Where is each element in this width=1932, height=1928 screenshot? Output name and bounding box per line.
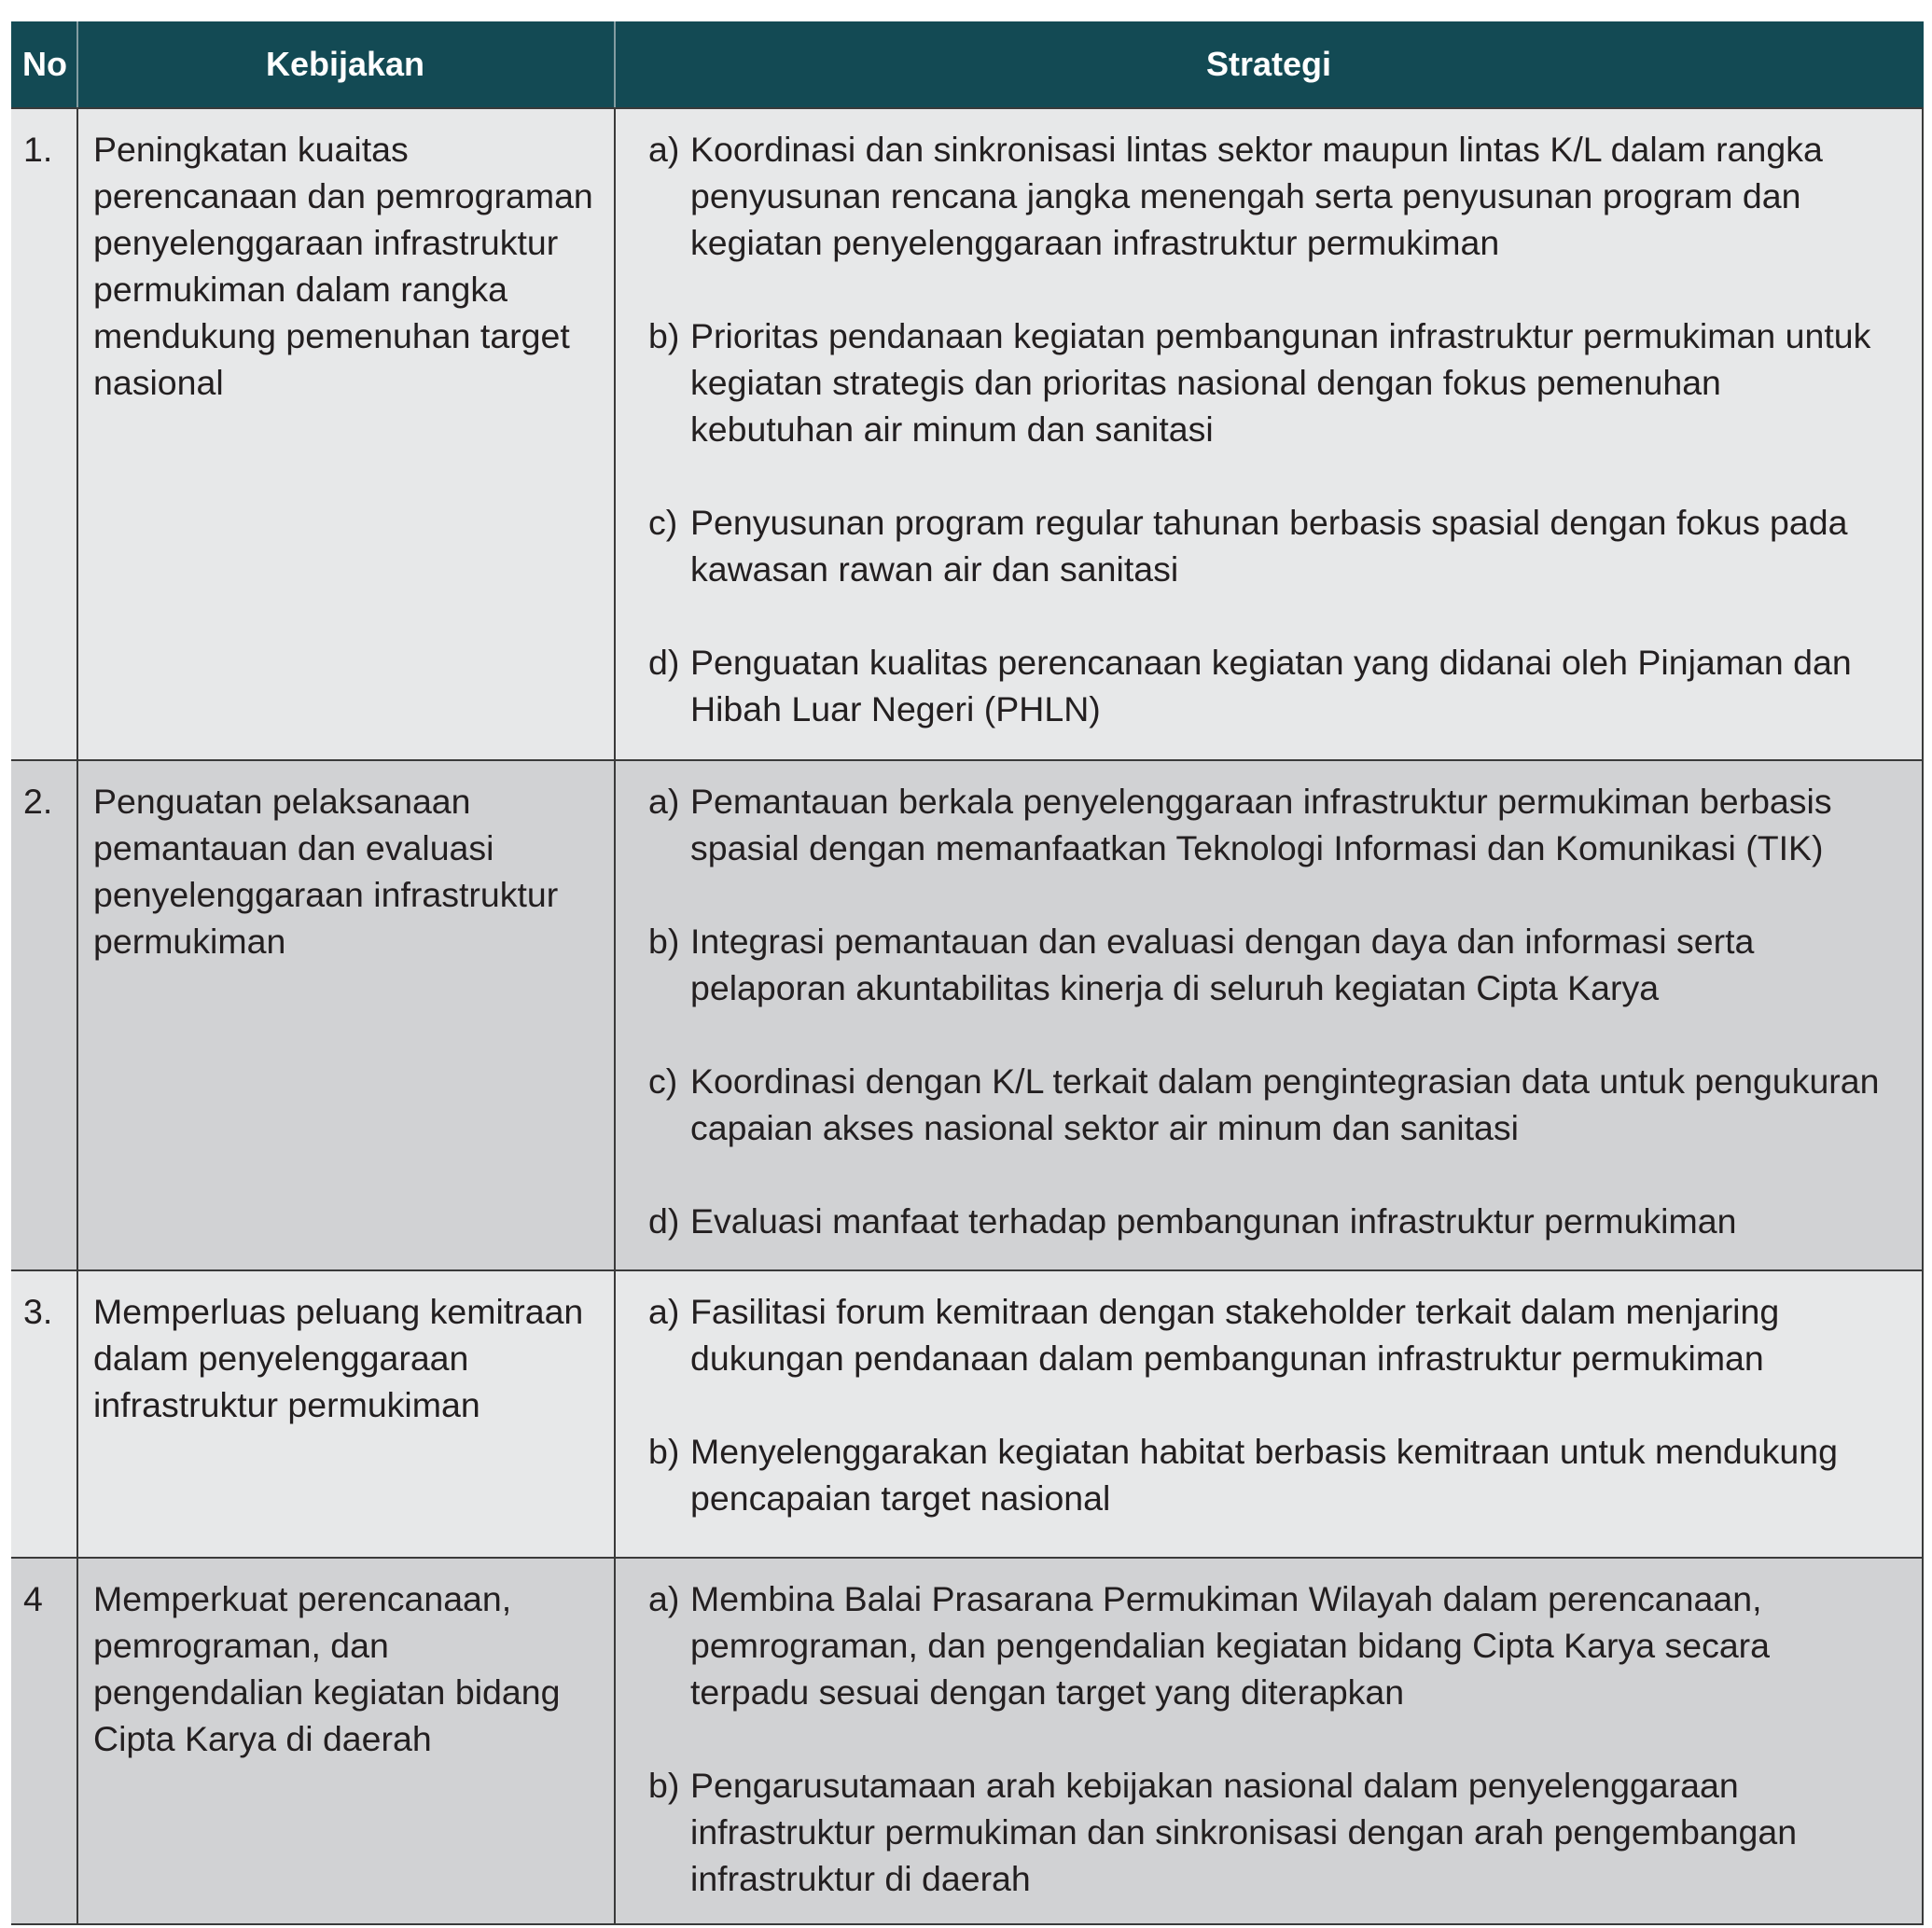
row-number: 1. [23,130,53,169]
row-number: 2. [23,782,53,821]
strategi-item [648,499,1894,592]
strategi-item-text: Membina Balai Prasarana Permukiman Wilayah dalam perencanaan, pemrograman, dan pengendalian kegiatan bidang Cipta Karya secara terpadu sesuai dengan target yang diterapkan [690,1579,1771,1712]
strategi-item [648,639,1894,732]
strategi-item-text: Prioritas pendanaan kegiatan pembangunan infrastruktur permukiman untuk kegiatan strategis dan prioritas nasional dengan fokus pemenuhan kebutuhan air minum dan sanitasi [690,316,1871,449]
strategi-item-label: a) [648,130,680,169]
table-row [11,1557,1924,1925]
strategi-cell [614,1559,1924,1925]
strategi-item-label: a) [648,1292,680,1331]
strategi-cell [614,761,1924,1269]
header-kebijakan: Kebijakan [265,45,425,83]
strategi-item-text: Koordinasi dan sinkronisasi lintas sektor maupun lintas K/L dalam rangka penyusunan rencana jangka menengah serta penyusunan program dan kegiatan penyelenggaraan infrastruktur permukiman [690,130,1823,262]
strategi-item-label: c) [648,1061,678,1101]
strategi-item-label: a) [648,782,680,821]
strategi-item-text: Pengarusutamaan arah kebijakan nasional dalam penyelenggaraan infrastruktur permukiman dan sinkronisasi dengan arah pengembangan infrastruktur di daerah [690,1766,1798,1898]
table-row [11,759,1924,1269]
strategi-item [648,1428,1894,1521]
table-row [11,107,1924,759]
strategi-item-label: b) [648,922,680,961]
strategi-item-text: Koordinasi dengan K/L terkait dalam pengintegrasian data untuk pengukuran capaian akses nasional sektor air minum dan sanitasi [690,1061,1880,1147]
strategi-item-label: d) [648,1201,680,1241]
strategi-item [648,312,1894,452]
policy-strategy-table [11,21,1924,1925]
strategi-item [648,1198,1894,1244]
kebijakan-cell: Peningkatan kuaitas perencanaan dan pemrograman penyelenggaraan infrastruktur permukiman dalam rangka mendukung pemenuhan target nasional [76,109,614,759]
strategi-item [648,126,1894,266]
strategi-item [648,1762,1894,1902]
table-body [11,107,1924,1925]
kebijakan-cell: Memperluas peluang kemitraan dalam penyelenggaraan infrastruktur permukiman [76,1271,614,1557]
strategi-item-label: c) [648,503,678,542]
strategi-item-label: b) [648,1766,680,1805]
strategi-item-text: Pemantauan berkala penyelenggaraan infrastruktur permukiman berbasis spasial dengan memanfaatkan Teknologi Informasi dan Komunikasi (TIK) [690,782,1832,867]
strategi-item-text: Integrasi pemantauan dan evaluasi dengan daya dan informasi serta pelaporan akuntabilitas kinerja di seluruh kegiatan Cipta Karya [690,922,1755,1007]
table-row [11,1269,1924,1557]
row-number: 3. [23,1292,53,1331]
strategi-item-label: a) [648,1579,680,1618]
strategi-item-text: Penyusunan program regular tahunan berbasis spasial dengan fokus pada kawasan rawan air dan sanitasi [690,503,1848,589]
strategi-item-text: Menyelenggarakan kegiatan habitat berbasis kemitraan untuk mendukung pencapaian target nasional [690,1432,1838,1518]
strategi-item [648,778,1894,871]
table-header [11,21,1924,107]
strategi-item [648,918,1894,1011]
strategi-item-text: Penguatan kualitas perencanaan kegiatan yang didanai oleh Pinjaman dan Hibah Luar Negeri (PHLN) [690,643,1852,728]
strategi-item-text: Fasilitasi forum kemitraan dengan stakeholder terkait dalam menjaring dukungan pendanaan dalam pembangunan infrastruktur permukiman [690,1292,1780,1378]
row-number: 4 [23,1579,43,1618]
strategi-item-label: d) [648,643,680,682]
strategi-cell [614,1271,1924,1557]
strategi-item [648,1575,1894,1715]
strategi-item-label: b) [648,1432,680,1471]
header-no: No [22,45,67,83]
kebijakan-cell: Memperkuat perencanaan, pemrograman, dan pengendalian kegiatan bidang Cipta Karya di daerah [76,1559,614,1925]
strategi-item-label: b) [648,316,680,355]
header-strategi: Strategi [1205,45,1332,83]
strategi-item [648,1058,1894,1151]
kebijakan-cell: Penguatan pelaksanaan pemantauan dan evaluasi penyelenggaraan infrastruktur permukiman [76,761,614,1269]
strategi-item-text: Evaluasi manfaat terhadap pembangunan infrastruktur permukiman [690,1201,1737,1241]
table-bottom-border [11,1923,1924,1925]
strategi-cell [614,109,1924,759]
strategi-item [648,1288,1894,1381]
